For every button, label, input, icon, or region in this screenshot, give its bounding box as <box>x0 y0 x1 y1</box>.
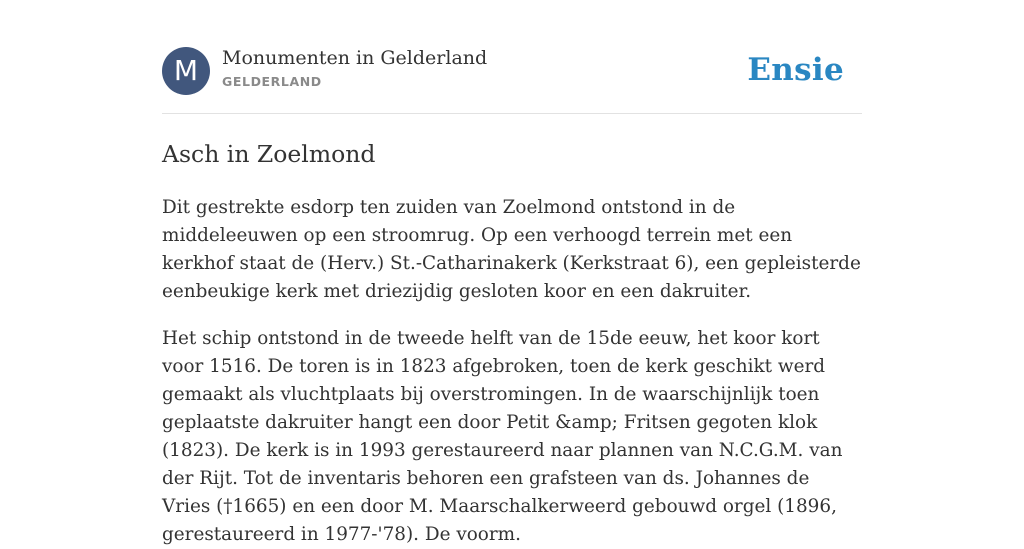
article-paragraph: Dit gestrekte esdorp ten zuiden van Zoelmond ontstond in de middeleeuwen op een stroomrug. Op een verhoogd terrein met een kerkhof staat de (Herv.) St.-Catharinakerk (Kerkstraat 6), een gepleisterde eenbeukige kerk met driezijdig gesloten koor en een dakruiter. <box>162 197 861 302</box>
avatar[interactable]: M <box>162 47 210 95</box>
publication-name[interactable]: Monumenten in Gelderland <box>222 47 488 69</box>
ensie-logo[interactable]: Ensie <box>747 52 844 88</box>
article-paragraph: Het schip ontstond in de tweede helft van de 15de eeuw, het koor kort voor 1516. De toren is in 1823 afgebroken, toen de kerk geschikt werd gemaakt als vluchtplaats bij overstromingen. In de waarschijnlijk toen geplaatste dakruiter hangt een door Petit &amp; Fritsen gegoten klok (1823). De kerk is in 1993 gerestaureerd naar plannen van N.C.G.M. van der Rijt. Tot de inventaris behoren een grafsteen van ds. Johannes de Vries (†1665) en een door M. Maarschalkerweerd gebouwd orgel (1896, gerestaureerd in 1977-'78). De voorm. <box>162 328 843 545</box>
page-title: Asch in Zoelmond <box>162 140 376 168</box>
page-content <box>162 0 862 549</box>
publication-header <box>162 0 862 114</box>
publication-region[interactable]: GELDERLAND <box>222 74 322 89</box>
